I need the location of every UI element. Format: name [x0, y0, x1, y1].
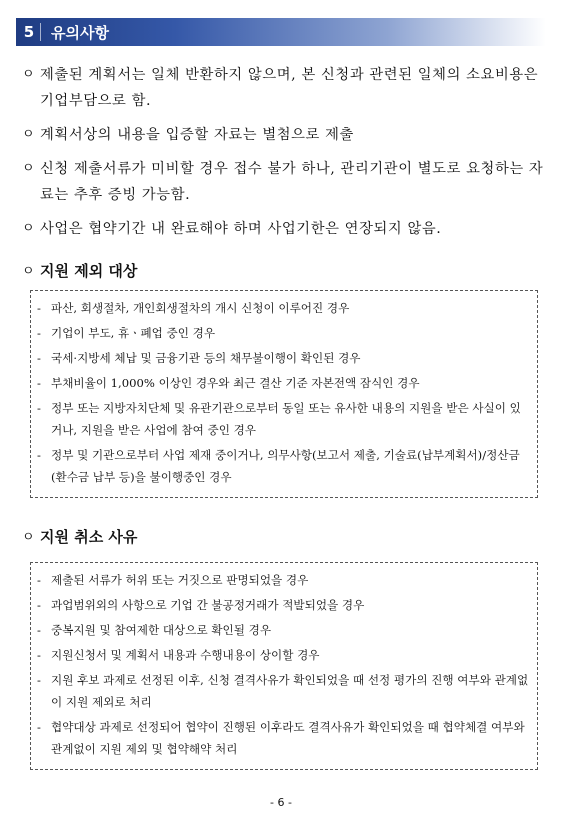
notice-text: 계획서상의 내용을 입증할 자료는 별첨으로 제출 [40, 127, 354, 143]
list-item: - 중복지원 및 참여제한 대상으로 확인될 경우 [37, 623, 272, 637]
notice-text: 제출된 계획서는 일체 반환하지 않으며, 본 신청과 관련된 일체의 소요비용은 기업부담으로 함. [40, 67, 539, 109]
list-item: - 국세·지방세 체납 및 금융기관 등의 채무불이행이 확인된 경우 [37, 351, 361, 365]
list-item: - 정부 및 기관으로부터 사업 제재 중이거나, 의무사항(보고서 제출, 기술료(납부계획서)/정산금(환수금 납부 등)을 불이행중인 경우 [37, 448, 520, 484]
section-title: 유의사항 [51, 23, 109, 42]
exclusion-heading [22, 260, 137, 281]
notice-item [22, 216, 544, 242]
bullet-mark: ㅇ [22, 127, 35, 142]
notice-item [22, 122, 544, 148]
notice-text: 신청 제출서류가 미비할 경우 접수 불가 하나, 관리기관이 별도로 요청하는 자료는 추후 증빙 가능함. [40, 161, 544, 203]
notice-text: 사업은 협약기간 내 완료해야 하며 사업기한은 연장되지 않음. [40, 221, 442, 237]
notice-list [22, 62, 544, 250]
cancellation-box [30, 562, 538, 770]
section-header [16, 18, 546, 46]
bullet-mark: ㅇ [22, 161, 35, 176]
notice-item [22, 62, 544, 114]
bullet-mark: ㅇ [22, 221, 35, 236]
bullet-mark: ㅇ [22, 530, 35, 545]
list-item: - 파산, 회생절차, 개인회생절차의 개시 신청이 이루어진 경우 [37, 301, 350, 315]
section-number: 5 [18, 23, 41, 41]
bullet-mark: ㅇ [22, 67, 35, 82]
list-item: - 과업범위외의 사항으로 기업 간 불공정거래가 적발되었을 경우 [37, 598, 365, 612]
exclusion-title: 지원 제외 대상 [40, 262, 138, 280]
list-item: - 기업이 부도, 휴ㆍ폐업 중인 경우 [37, 326, 216, 340]
page-number: - 6 - [270, 796, 292, 809]
notice-item [22, 156, 544, 208]
list-item: - 제출된 서류가 허위 또는 거짓으로 판명되었을 경우 [37, 573, 309, 587]
list-item: - 협약대상 과제로 선정되어 협약이 진행된 이후라도 결격사유가 확인되었을 때 협약체결 여부와 관계없이 지원 제외 및 협약해약 처리 [37, 720, 525, 756]
cancellation-heading [22, 526, 137, 547]
cancellation-title: 지원 취소 사유 [40, 528, 138, 546]
list-item: - 부채비율이 1,000% 이상인 경우와 최근 결산 기준 자본전액 잠식인 경우 [37, 376, 420, 390]
list-item: - 지원신청서 및 계획서 내용과 수행내용이 상이할 경우 [37, 648, 320, 662]
exclusion-box [30, 290, 538, 498]
list-item: - 정부 또는 지방자치단체 및 유관기관으로부터 동일 또는 유사한 내용의 지원을 받은 사실이 있거나, 지원을 받은 사업에 참여 중인 경우 [37, 401, 521, 437]
list-item: - 지원 후보 과제로 선정된 이후, 신청 결격사유가 확인되었을 때 선정 평가의 진행 여부와 관계없이 지원 제외로 처리 [37, 673, 529, 709]
bullet-mark: ㅇ [22, 264, 35, 279]
